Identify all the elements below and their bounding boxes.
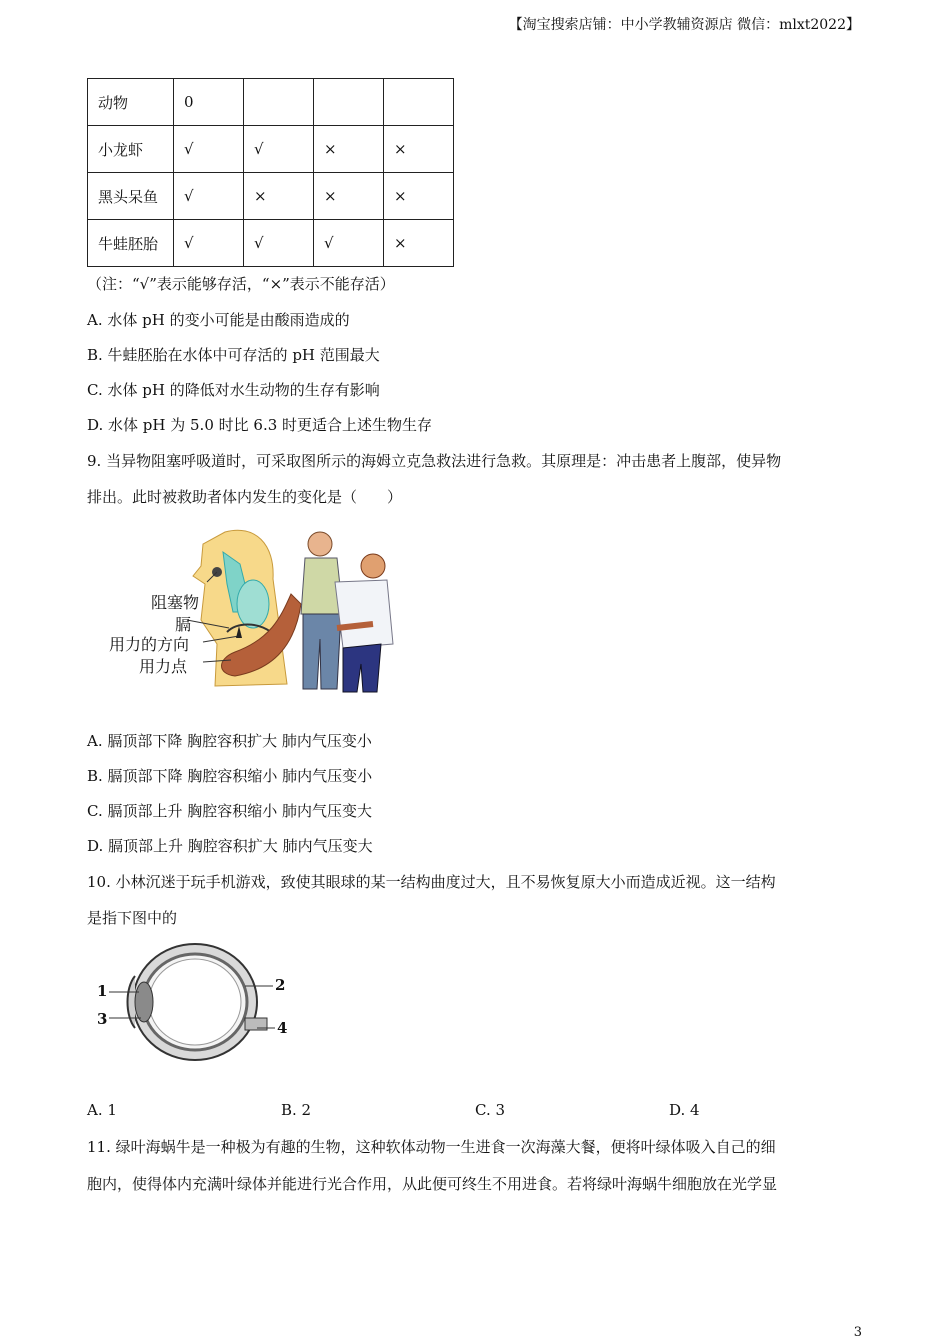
table-cell: × [244, 173, 314, 220]
table-cell: × [314, 126, 384, 173]
q9-option-b: B. 膈顶部下降 胸腔容积缩小 肺内气压变小 [87, 767, 373, 785]
q9-stem-line1: 9. 当异物阻塞呼吸道时，可采取图所示的海姆立克急救法进行急救。其原理是：冲击患者上腹部，使异物 [87, 452, 782, 470]
label-force-direction: 用力的方向 [109, 635, 190, 654]
eye-label-1: 1 [97, 982, 108, 1000]
table-cell: 小龙虾 [88, 126, 174, 173]
q10-option-a: A. 1 [87, 1101, 117, 1119]
q10-option-c: C. 3 [475, 1101, 506, 1119]
label-diaphragm: 膈 [175, 615, 192, 634]
table-cell: × [384, 220, 454, 267]
table-cell: √ [314, 220, 384, 267]
q10-stem-line1: 10. 小林沉迷于玩手机游戏，致使其眼球的某一结构曲度过大，且不易恢复原大小而造成近视。这一结构 [87, 873, 776, 891]
q10-option-d: D. 4 [669, 1101, 700, 1119]
table-row [88, 126, 454, 173]
table-row [88, 79, 454, 126]
q10-option-b: B. 2 [281, 1101, 312, 1119]
table-cell: √ [174, 173, 244, 220]
table-cell: 0 [174, 79, 244, 126]
table-cell [244, 79, 314, 126]
table-cell: √ [244, 220, 314, 267]
q10-stem-line2: 是指下图中的 [87, 909, 178, 927]
ph-survival-table [87, 78, 454, 267]
label-force-point: 用力点 [139, 657, 188, 676]
heimlich-figure [105, 524, 400, 694]
table-cell: 动物 [88, 79, 174, 126]
table-cell: √ [244, 126, 314, 173]
table-cell [384, 79, 454, 126]
q11-stem-line2: 胞内，使得体内充满叶绿体并能进行光合作用，从此便可终生不用进食。若将绿叶海蜗牛细胞放在光学显 [87, 1175, 778, 1193]
table-note: （注：“√”表示能够存活，“×”表示不能存活） [87, 275, 395, 293]
page-header: 【淘宝搜索店铺：中小学教辅资源店 微信：mlxt2022】 [508, 17, 860, 33]
table-cell: × [384, 173, 454, 220]
q8-option-c: C. 水体 pH 的降低对水生动物的生存有影响 [87, 381, 380, 399]
q11-stem-line1: 11. 绿叶海蜗牛是一种极为有趣的生物，这种软体动物一生进食一次海藻大餐，便将叶绿体吸入自己的细 [87, 1138, 776, 1156]
table-cell: × [314, 173, 384, 220]
eye-label-4: 4 [277, 1019, 288, 1037]
q8-option-d: D. 水体 pH 为 5.0 时比 6.3 时更适合上述生物生存 [87, 416, 433, 434]
table-cell: √ [174, 220, 244, 267]
table-cell: 牛蛙胚胎 [88, 220, 174, 267]
eye-figure [95, 938, 295, 1068]
label-obstruction: 阻塞物 [151, 593, 200, 612]
eye-label-3: 3 [97, 1010, 108, 1028]
page-number: 3 [853, 1325, 862, 1340]
table-cell: 黑头呆鱼 [88, 173, 174, 220]
eyeball-diagram [95, 938, 295, 1068]
table-cell: √ [174, 126, 244, 173]
q9-option-a: A. 膈顶部下降 胸腔容积扩大 肺内气压变小 [87, 732, 372, 750]
q9-stem-line2: 排出。此时被救助者体内发生的变化是（ ） [87, 488, 403, 506]
q8-option-a: A. 水体 pH 的变小可能是由酸雨造成的 [87, 311, 350, 329]
table-cell [314, 79, 384, 126]
table-row [88, 220, 454, 267]
q8-option-b: B. 牛蛙胚胎在水体中可存活的 pH 范围最大 [87, 346, 380, 364]
q9-option-c: C. 膈顶部上升 胸腔容积缩小 肺内气压变大 [87, 802, 373, 820]
eye-label-2: 2 [275, 976, 286, 994]
q9-option-d: D. 膈顶部上升 胸腔容积扩大 肺内气压变大 [87, 837, 373, 855]
table-row [88, 173, 454, 220]
table-cell: × [384, 126, 454, 173]
